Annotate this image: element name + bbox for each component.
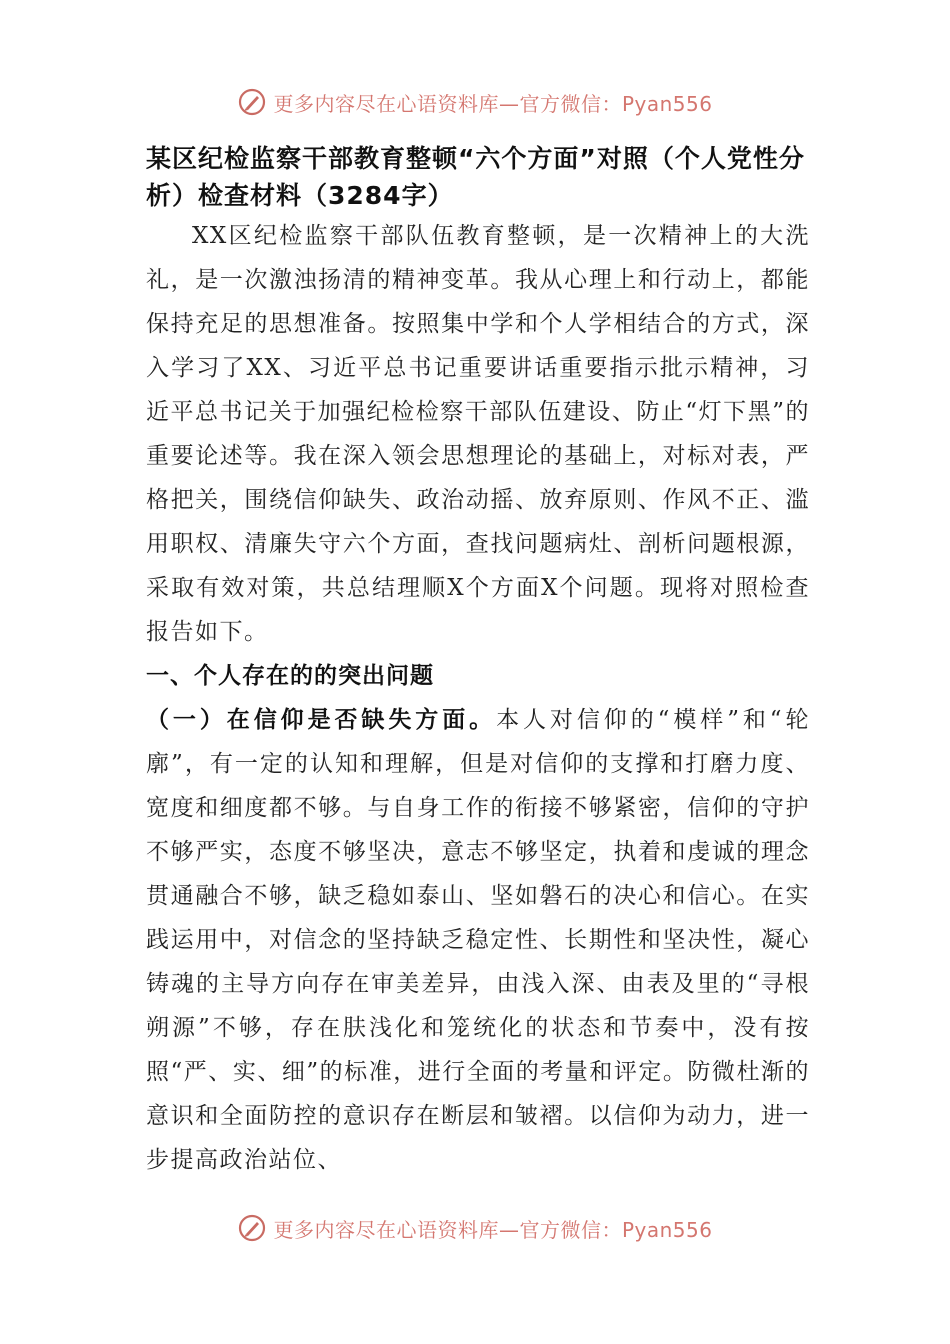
pen-logo-icon: [237, 1213, 267, 1243]
subsection-paragraph-1: [146, 698, 810, 1182]
footer-watermark-banner: [0, 1208, 950, 1248]
document-body: [146, 140, 810, 1182]
pen-logo-icon: [237, 87, 267, 117]
document-title: 某区纪检监察干部教育整顿“六个方面”对照（个人党性分析）检查材料（3284字）: [146, 144, 805, 210]
section-heading-1: 一、个人存在的的突出问题: [146, 663, 434, 689]
intro-paragraph: XX区纪检监察干部队伍教育整顿，是一次精神上的大洗礼，是一次激浊扬清的精神变革。我从心理上和行动上，都能保持充足的思想准备。按照集中学和个人学相结合的方式，深入学习了XX、习近平总书记重要讲话重要指示批示精神，习近平总书记关于加强纪检检察干部队伍建设、防止“灯下黑”的重要论述等。我在深入领会思想理论的基础上，对标对表，严格把关，围绕信仰缺失、政治动摇、放弃原则、作风不正、滥用职权、清廉失守六个方面，查找问题病灶、剖析问题根源，采取有效对策，共总结理顺X个方面X个问题。现将对照检查报告如下。: [146, 223, 810, 645]
header-watermark-banner: [0, 82, 950, 122]
footer-banner-text: 更多内容尽在心语资料库—官方微信：Pyan556: [273, 1217, 713, 1242]
subsection-body-1: 本人对信仰的“模样”和“轮廓”，有一定的认知和理解，但是对信仰的支撑和打磨力度、宽度和细度都不够。与自身工作的衔接不够紧密，信仰的守护不够严实，态度不够坚决，意志不够坚定，执着和虔诚的理念贯通融合不够，缺乏稳如泰山、坚如磐石的决心和信心。在实践运用中，对信念的坚持缺乏稳定性、长期性和坚决性，凝心铸魂的主导方向存在审美差异，由浅入深、由表及里的“寻根朔源”不够，存在肤浅化和笼统化的状态和节奏中，没有按照“严、实、细”的标准，进行全面的考量和评定。防微杜渐的意识和全面防控的意识存在断层和皱褶。以信仰为动力，进一步提高政治站位、: [146, 707, 810, 1173]
subsection-lead-1: （一）在信仰是否缺失方面。: [146, 707, 497, 733]
header-banner-text: 更多内容尽在心语资料库—官方微信：Pyan556: [273, 91, 713, 116]
